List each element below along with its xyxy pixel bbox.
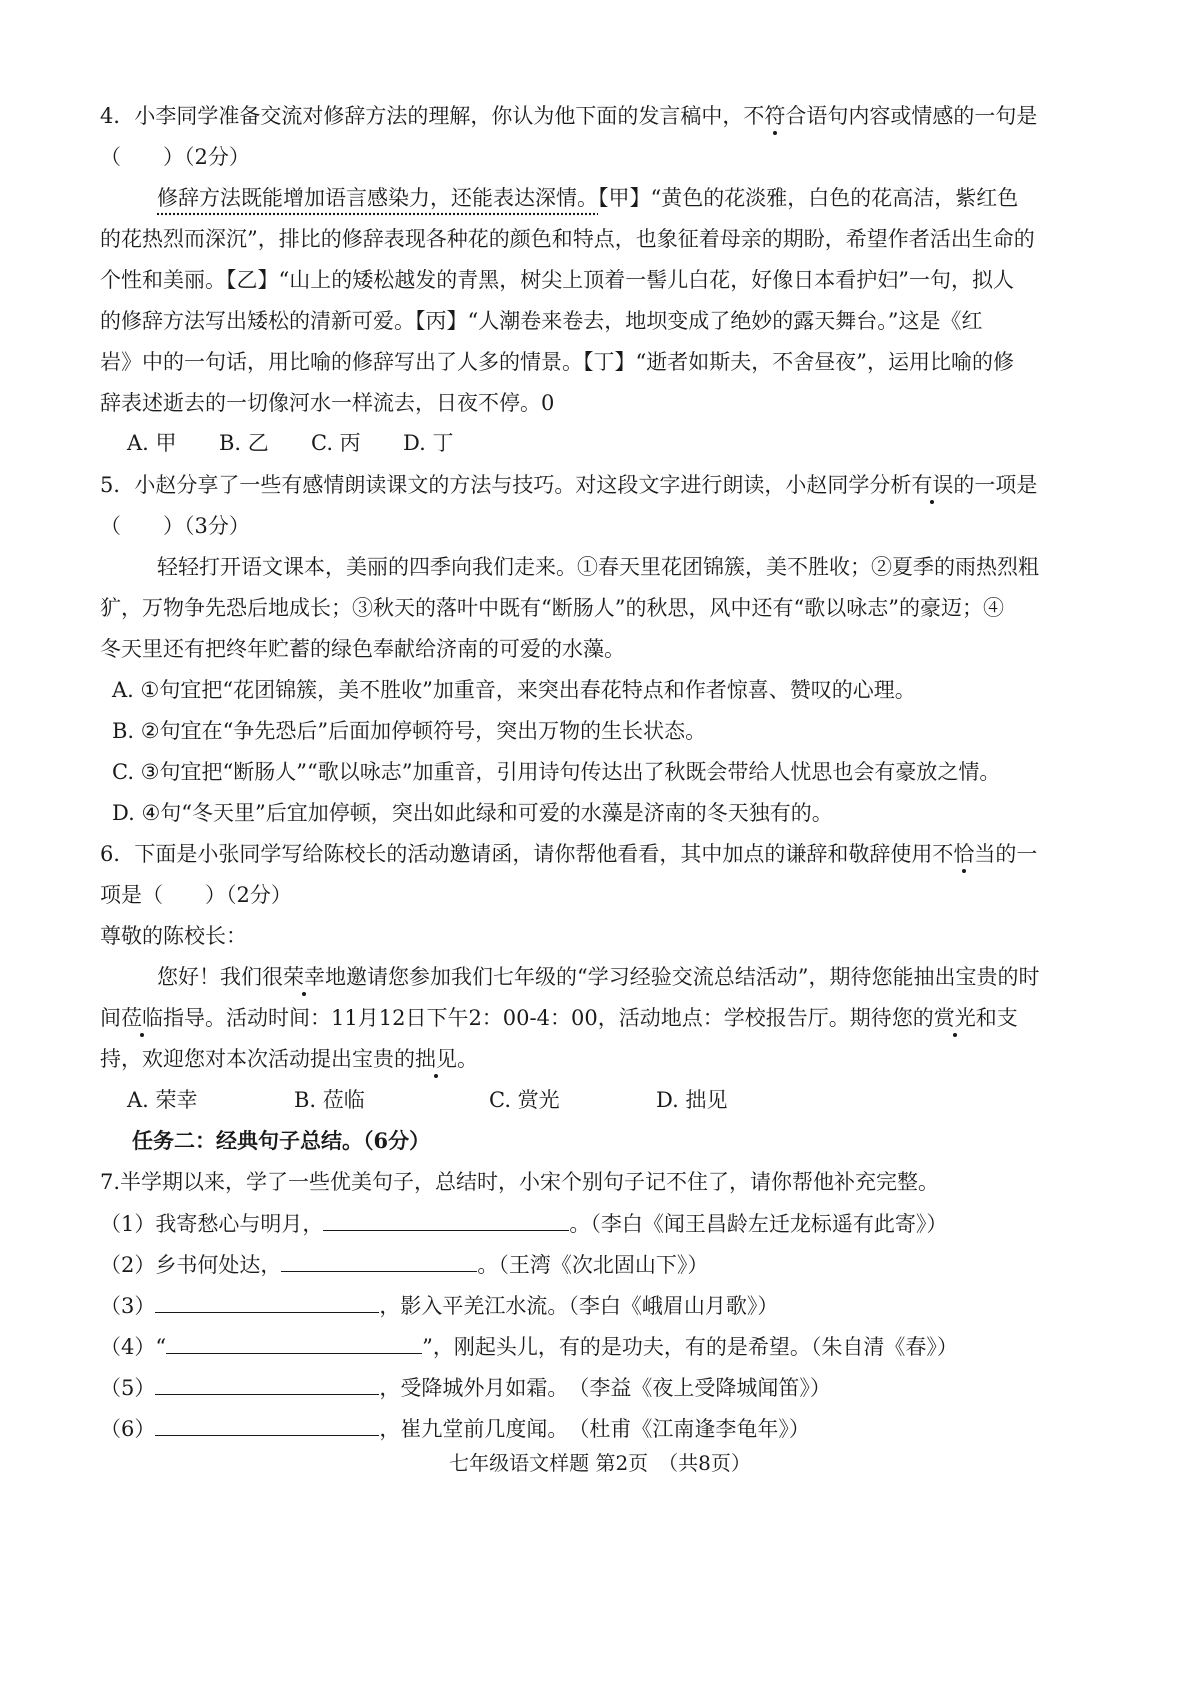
q4-option-d[interactable]: D. 丁 <box>403 431 454 455</box>
q4-score: （ ）（2分） <box>100 145 250 169</box>
q7-item-4 <box>100 1331 1108 1362</box>
q7-item-3-blank[interactable] <box>155 1290 379 1313</box>
q6-letter-line-1 <box>157 962 1108 992</box>
q5-option-b[interactable]: B. ②句宜在“争先恐后”后面加停顿符号，突出万物的生长状态。 <box>112 719 707 743</box>
q7-item-1-prompt: （1）我寄愁心与明月， <box>100 1212 324 1236</box>
q5-stem-text: 5．小赵分享了一些有感情朗读课文的方法与技巧。对这段文字进行朗读，小赵同学分析 <box>100 473 912 497</box>
q7-item-2 <box>100 1249 1108 1280</box>
q6-dotted-word-3: 赏光 <box>933 1006 976 1030</box>
q4-stem-text: 4．小李同学准备交流对修辞方法的理解，你认为他下面的发言稿中， <box>100 104 744 128</box>
q7-item-2-blank[interactable] <box>281 1249 477 1272</box>
q7-item-6-prompt: （6） <box>100 1417 156 1441</box>
q4-passage-line-3: 个性和美丽。【乙】“山上的矮松越发的青黑，树尖上顶着一髻儿白花，好像日本看护妇”一句，拟人 <box>100 268 1014 292</box>
q6-option-c[interactable]: C. 赏光 <box>489 1088 560 1112</box>
q5-passage-line-2: 犷，万物争先恐后地成长；③秋天的落叶中既有“断肠人”的秋思，风中还有“歌以咏志”的豪迈；④ <box>100 596 1004 620</box>
q7-stem: 7.半学期以来，学了一些优美句子，总结时，小宋个别句子记不住了，请你帮他补充完整。 <box>100 1170 940 1194</box>
q6-letter-text-2: 地邀请您参加我们七年级的“学习经验交流总结活动”，期待您能抽出宝贵的时 <box>325 965 1040 989</box>
q6-option-b[interactable]: B. 莅临 <box>294 1088 365 1112</box>
q7-item-5-prompt: （5） <box>100 1376 156 1400</box>
q6-letter-text: 您好！我们很 <box>157 965 283 989</box>
q4-passage-emphasis: 修辞方法既能增加语言感染力，还能表达深情。 <box>157 186 598 210</box>
q7-item-3-prompt: （3） <box>100 1294 156 1318</box>
q6-stem <box>100 839 1108 869</box>
q7-item-3-source: ，影入平羌江水流。（李白《峨眉山月歌》） <box>379 1294 779 1318</box>
q6-score: 项是（ ）（2分） <box>100 883 292 907</box>
q4-passage-line-1 <box>157 183 1108 213</box>
q4-options <box>127 428 453 458</box>
q6-stem-text: 6．下面是小张同学写给陈校长的活动邀请函，请你帮他看看，其中加点的谦辞和敬辞使用 <box>100 842 933 866</box>
q4-passage-line-2: 的花热烈而深沉”，排比的修辞表现各种花的颜色和特点，也象征着母亲的期盼，希望作者活出生命的 <box>100 227 1035 251</box>
q7-item-6-source: ，崔九堂前几度闻。 （杜甫《江南逢李龟年》） <box>379 1417 810 1441</box>
q4-passage-line-5: 岩》中的一句话，用比喻的修辞写出了人多的情景。【丁】“逝者如斯夫，不舍昼夜”，运用比喻的修 <box>100 350 1014 374</box>
q5-option-d[interactable]: D. ④句“冬天里”后宜加停顿，突出如此绿和可爱的水藻是济南的冬天独有的。 <box>112 801 833 825</box>
q7-item-4-blank[interactable] <box>166 1331 422 1354</box>
q4-passage-rest: 【甲】“黄色的花淡雅，白色的花高洁，紫红色 <box>598 186 1019 210</box>
q6-letter-text-7: 。 <box>457 1047 478 1071</box>
q4-option-a[interactable]: A. 甲 <box>127 431 177 455</box>
page-footer: 七年级语文样题 第2页 （共8页） <box>449 1451 751 1475</box>
q4-emphasis: 不符合 <box>743 104 807 128</box>
q7-item-5-blank[interactable] <box>155 1372 379 1395</box>
q6-dotted-word-1: 荣幸 <box>283 965 325 989</box>
q7-item-6 <box>100 1413 1108 1444</box>
q4-passage-line-4: 的修辞方法写出矮松的清新可爱。【丙】“人潮卷来卷去，地坝变成了绝妙的露天舞台。”这是《红 <box>100 309 983 333</box>
q6-salutation: 尊敬的陈校长： <box>100 924 247 948</box>
q7-item-6-blank[interactable] <box>155 1413 379 1436</box>
q5-stem-text-2: 的一项是 <box>953 473 1038 497</box>
q7-item-1-blank[interactable] <box>323 1208 569 1231</box>
q6-letter-line-2 <box>100 1003 1108 1033</box>
q7-item-4-source: ”，刚起头儿，有的是功夫，有的是希望。（朱自清《春》） <box>422 1335 958 1359</box>
q5-passage-line-3: 冬天里还有把终年贮蓄的绿色奉献给济南的可爱的水藻。 <box>100 637 625 661</box>
q4-stem-text-2: 语句内容或情感的一句是 <box>806 104 1038 128</box>
q4-option-b[interactable]: B. 乙 <box>219 431 269 455</box>
q7-item-2-prompt: （2）乡书何处达， <box>100 1253 282 1277</box>
q6-emphasis: 不恰当 <box>932 842 996 866</box>
q6-letter-text-3: 间 <box>100 1006 121 1030</box>
q7-item-1-source: 。（李白《闻王昌龄左迁龙标遥有此寄》） <box>569 1212 948 1236</box>
q7-item-3 <box>100 1290 1108 1321</box>
q7-item-1 <box>100 1208 1108 1239</box>
q5-stem <box>100 470 1108 500</box>
q4-passage-line-6: 辞表述逝去的一切像河水一样流去，日夜不停。0 <box>100 391 555 415</box>
q6-stem-text-2: 的一 <box>995 842 1038 866</box>
q7-item-2-source: 。（王湾《次北固山下》） <box>477 1253 709 1277</box>
q5-option-a[interactable]: A. ①句宜把“花团锦簇，美不胜收”加重音，来突出春花特点和作者惊喜、赞叹的心理。 <box>112 678 916 702</box>
q6-dotted-word-2: 莅临 <box>121 1006 163 1030</box>
q5-passage-line-1: 轻轻打开语文课本，美丽的四季向我们走来。①春天里花团锦簇，美不胜收；②夏季的雨热烈粗 <box>157 555 1039 579</box>
q6-option-a[interactable]: A. 荣幸 <box>127 1088 198 1112</box>
q6-options <box>127 1085 727 1115</box>
q4-option-c[interactable]: C. 丙 <box>311 431 361 455</box>
q6-letter-text-6: 持，欢迎您对本次活动提出宝贵的 <box>100 1047 415 1071</box>
q7-item-5 <box>100 1372 1108 1403</box>
task2-title: 任务二：经典句子总结。（6分） <box>132 1128 431 1153</box>
q7-item-5-source: ，受降城外月如霜。 （李益《夜上受降城闻笛》） <box>379 1376 831 1400</box>
q7-item-4-prompt: （4）“ <box>100 1335 167 1359</box>
q6-letter-text-4: 指导。活动时间：11月12日下午2：00-4：00，活动地点：学校报告厅。期待您的 <box>163 1006 934 1030</box>
q6-dotted-word-4: 拙见 <box>415 1047 457 1071</box>
q6-letter-line-3 <box>100 1044 1108 1074</box>
q5-score: （ ）（3分） <box>100 514 250 538</box>
q6-letter-text-5: 和支 <box>975 1006 1018 1030</box>
q5-emphasis: 有误 <box>911 473 954 497</box>
q4-stem <box>100 101 1108 131</box>
q5-option-c[interactable]: C. ③句宜把“断肠人”“歌以咏志”加重音，引用诗句传达出了秋既会带给人忧思也会有豪放之情。 <box>112 760 1001 784</box>
q6-option-d[interactable]: D. 拙见 <box>656 1088 728 1112</box>
